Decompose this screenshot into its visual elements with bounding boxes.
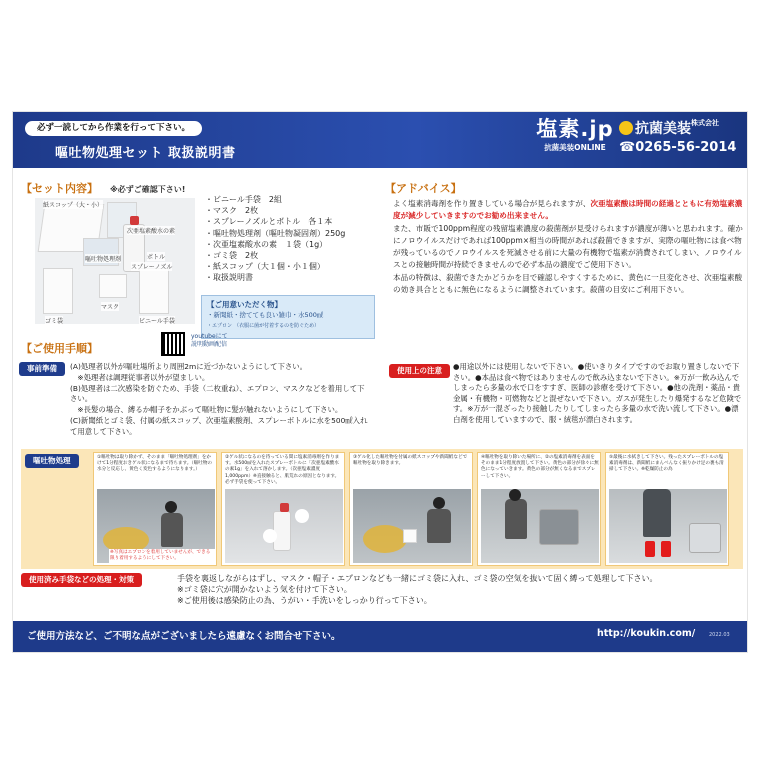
prepare-sub: （衣服に菌が付着するのを防ぐため）	[234, 323, 320, 329]
prepare-item: ・エプロン （衣服に菌が付着するのを防ぐため）	[207, 323, 320, 329]
contact-text: ご使用方法など、ご不明な点がございましたら遠慮なくお問合せ下さい。	[27, 631, 341, 642]
prep-text: (A)処理者以外が嘔吐場所より周囲2mに近づかないようにして下さい。 ※処理者は調理従事者以外が望ましい。 (B)処理者は二次感染を防ぐため、手袋（二枚重ね）、エプロン、マスクなどを着用して下さい。 ※長髪の場合、縛るか帽子をかぶって嘔吐物に髪が触れないようにして下さい。 (C)新聞紙とゴミ袋、付属の紙スコップ、次亜塩素酸剤、スプレーボトルに水を500㎖入れて用意して下さい。	[70, 362, 368, 436]
procedure-heading: 【ご使用手順】	[21, 342, 98, 355]
company-suffix: 株式会社	[691, 119, 719, 127]
step-caption: ③ゲル化した嘔吐物を付属の紙スコップや新聞紙などで嘔吐物を取り除きます。	[353, 455, 468, 467]
step-2	[221, 452, 345, 566]
website-link[interactable]: http://koukin.com/	[597, 628, 696, 639]
kit-item: ・次亜塩素酸水の素 １袋（1g）	[205, 239, 328, 249]
label-scoop: 紙スコップ（大・小）	[43, 202, 103, 209]
step-caption: ②ゲル状になるのを待っている間に塩素消毒剤を作ります。水500㎖を入れたスプレーボトルに「次亜塩素酸水の素1g」を入れて溶かします。（次亜塩素濃度1,000ppm）※直接触ると、肌荒れの原因となります。必ず手袋を使って下さい。	[225, 455, 340, 485]
step-1	[93, 452, 217, 566]
step1-note: ※写真はエプロンを着用していませんが、できる限り着用するようにして下さい。	[109, 549, 215, 563]
advice-heading: 【アドバイス】	[385, 182, 462, 195]
brand-main: 塩素.jp	[536, 117, 614, 141]
youtube-link[interactable]: youtubeにて 説明動画配信	[191, 333, 228, 348]
prep-badge: 事前準備	[19, 362, 65, 376]
step-photo	[225, 489, 343, 563]
doc-code: 2022.03	[709, 632, 730, 638]
label-agent: 嘔吐物処理剤	[85, 256, 122, 263]
label-gloves: ビニール手袋	[139, 318, 175, 325]
usage-text: ●用途以外には使用しないで下さい。●使いきりタイプですのでお取り置きしないで下さい。●本品は食べ物ではありませんので飲み込まないで下さい。※万が一飲み込んでしまったら多量の水で口をすすぎ、医師の診療を受けて下さい。●他の洗剤・薬品・貴金属・有機物・可燃物などと混ぜないで下さい。ガスが発生したり爆発するなど危険です。※万が一混ざったり接触したりしてしまったら多量の水で洗い流して下さい。●漂白剤を使用していますので、服・絨毯が漂白されます。	[453, 362, 742, 424]
company-block	[619, 118, 747, 155]
prepare-title: 【ご用意いただく物】	[207, 300, 282, 309]
step-caption: ①嘔吐物は取り除かず、そのまま「嘔吐物処理剤」をかけて1分程度おきゲル状になるまで待ちます。（嘔吐物の水分と反応し、黄色く変色するようになります。）	[97, 455, 213, 473]
kit-item: ・嘔吐物処理剤（嘔吐物凝固剤）250g	[205, 228, 346, 238]
kit-item: ・スプレーノズルとボトル 各１本	[205, 217, 333, 227]
kit-item: ・取扱説明書	[205, 273, 253, 283]
label-hypochlorite: 次亜塩素酸水の素	[127, 228, 176, 235]
step-photo	[609, 489, 727, 563]
step-4	[477, 452, 601, 566]
mask	[99, 274, 127, 298]
step-caption: ⑤最後に水拭きして下さい。残ったスプレーボトルの塩素消毒剤は、新聞紙にまんべんなく振りかけ足の裏も清掃して下さい。※乾燥防止の為	[609, 455, 724, 473]
header-banner	[13, 112, 747, 168]
instruction-sheet	[13, 112, 747, 652]
prepare-item: ・新聞紙・捨てても良い雑巾・水500㎖	[207, 311, 324, 319]
kit-item: ・ゴミ袋 2枚	[205, 251, 259, 261]
step-photo	[97, 489, 215, 563]
garbage-bag	[43, 268, 73, 314]
label-bag: ゴミ袋	[45, 318, 64, 325]
kit-list	[205, 194, 345, 284]
advice-text: よく塩素消毒剤を作り置きしている場合が見られますが、次亜塩素酸は時間の経過とともに有効塩素濃度が減少していきますのでお勧め出来ません。 また、市販で100ppm程度の残留塩素濃度の殺菌剤が見受けられますが濃度が薄いと思われます。確かにノロウイルスだけであれば100ppm×相当の時間があれば殺菌できますが、実際の嘔吐物には食べ物が残っているのでノロウイルスを死滅させる前に大量の有機物で塩素が消費されてしまい、ノロウイルスとの接触時間が持続できませんので必ず本品の濃度でご使用下さい。 本品の特徴は、殺菌できたかどうかを目で確認しやすくするために、黄色に一旦変化させ、次亜塩素酸の効き具合とともに無色になるように調整されています。殺菌の目安にご利用下さい。	[393, 198, 743, 296]
page-title: 嘔吐物処理セット 取扱説明書	[55, 146, 236, 161]
kit-item: ・ビニール手袋 2組	[205, 195, 282, 204]
company-name: 抗菌美装	[635, 121, 691, 137]
advice-p3: 本品の特徴は、殺菌できたかどうかを目で確認しやすくするために、黄色に一旦変化させ、次亜塩素酸の効き具合とともに無色になるように調整されています。殺菌の目安にご利用下さい。	[393, 272, 743, 295]
label-bottle: ボトル	[147, 254, 166, 261]
set-note: ※必ずご確認下さい!	[110, 185, 186, 194]
advice-p2: また、市販で100ppm程度の残留塩素濃度の殺菌剤が見受けられますが濃度が薄いと思われます。確かにノロウイルスだけであれば100ppm×相当の時間があれば殺菌できますが、実際の嘔吐物には食べ物が残っているのでノロウイルスを死滅させる前に大量の有機物で塩素が消費されてしまい、ノロウイルスとの接触時間が持続できませんので必ず本品の濃度でご使用下さい。	[393, 223, 743, 270]
disposal-badge: 使用済み手袋などの処理・対策	[21, 573, 142, 587]
step-caption: ④嘔吐物を取り除いた場所に、②の塩素消毒剤を表面をそのまま1分程度放置して下さい。黄色の部分が徐々に無色になっていきます。黄色の部分が無くなるまでスプレーして下さい。	[481, 455, 599, 479]
company-logo-icon	[619, 121, 633, 135]
qr-code-icon[interactable]	[161, 332, 185, 356]
label-mask: マスク	[101, 304, 120, 311]
phone-number: ☎0265-56-2014	[619, 140, 737, 155]
advice-warning: 次亜塩素酸は時間の経過とともに有効塩素濃度が減少していきますのでお勧め出来ません。	[393, 199, 743, 221]
step-3	[349, 452, 473, 566]
kit-item: ・マスク 2枚	[205, 206, 259, 216]
vomit-badge: 嘔吐物処理	[25, 454, 79, 468]
footer	[13, 621, 747, 652]
step-5	[605, 452, 729, 566]
read-first-pill: 必ず一読してから作業を行って下さい。	[25, 121, 202, 136]
step-photo	[481, 489, 599, 563]
brand-sub: 抗菌美装ONLINE	[544, 143, 606, 152]
brand-logo	[535, 116, 615, 153]
kit-photo	[35, 198, 195, 324]
set-heading: 【セット内容】 ※必ずご確認下さい!	[21, 182, 186, 195]
disposal-text: 手袋を裏返しながらはずし、マスク・帽子・エプロンなども一緒にゴミ袋に入れ、ゴミ袋の空気を抜いて固く縛って処理して下さい。 ※ゴミ袋に穴が開かないよう気を付けて下さい。 ※ご使用後は感染防止の為、うがい・手洗いをしっかり行って下さい。	[177, 574, 658, 606]
usage-badge: 使用上の注意	[389, 364, 450, 378]
kit-item: ・紙スコップ（大１個・小１個）	[205, 262, 325, 272]
vinyl-gloves	[139, 268, 169, 314]
label-nozzle: スプレーノズル	[131, 264, 173, 271]
step-photo	[353, 489, 471, 563]
